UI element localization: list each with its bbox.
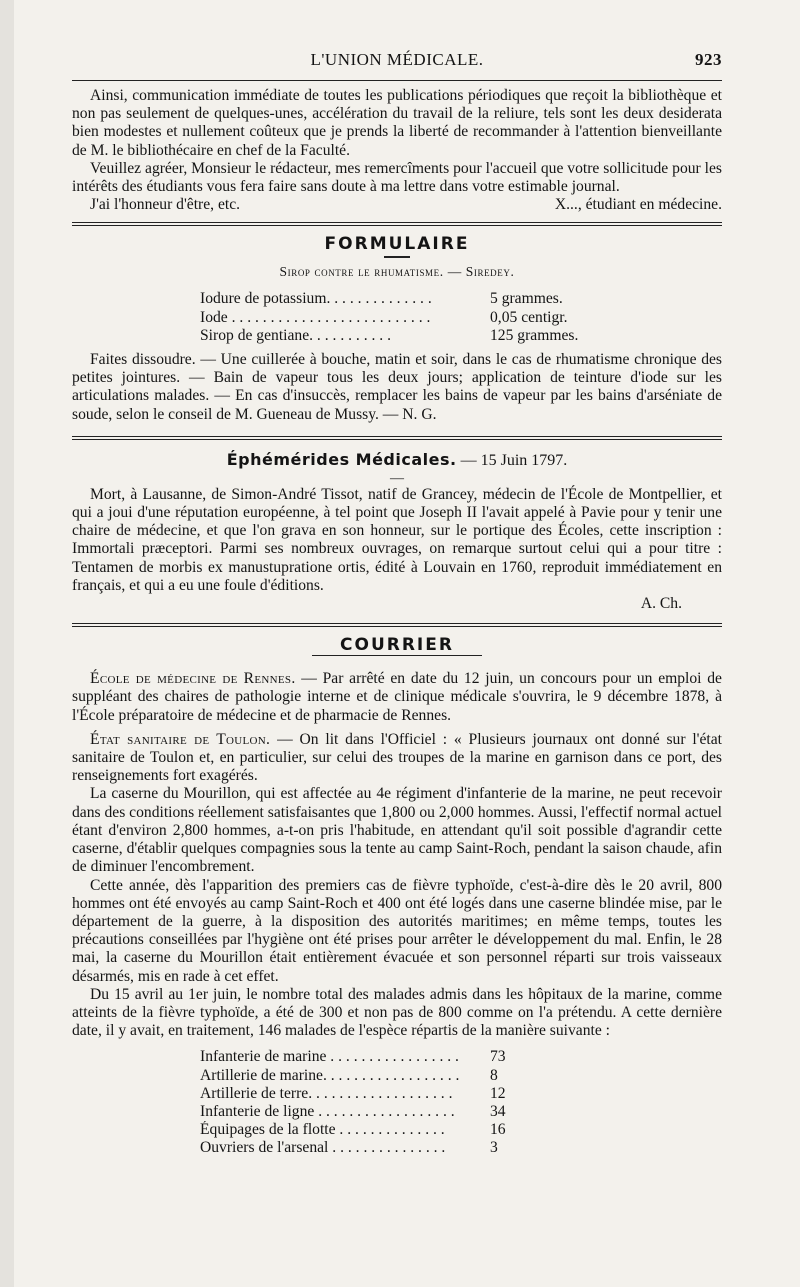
table-row-value: 34 xyxy=(490,1102,506,1120)
page-body xyxy=(72,87,722,1158)
table-row xyxy=(200,1121,530,1139)
ingredient-name: Sirop de gentiane. . . . . . . . . . . xyxy=(200,326,391,344)
section-heading-formulaire: FORMULAIRE xyxy=(324,234,470,255)
table-row-label: Ouvriers de l'arsenal . . . . . . . . . . . . . . . xyxy=(200,1139,446,1157)
section-double-rule xyxy=(72,623,722,627)
header-rule xyxy=(72,80,722,81)
patient-table xyxy=(200,1048,722,1157)
recipe-title: Sirop contre le rhumatisme. — Siredey. xyxy=(279,264,515,280)
letter-closing-row xyxy=(72,196,722,214)
courrier-lead: École de médecine de Rennes. xyxy=(90,670,296,688)
courrier-paragraph: La caserne du Mourillon, qui est affectée au 4e régiment d'infanterie de la marine, ne peut recevoir dans des conditions réellement satisfaisantes que 1,800 ou 2,000 hommes. Aussi, l'effectif normal actuel étant d'environ 2,800 hommes, a-t-on pris l'habitude, en attendant qu'il soit possible d'agrandir cette caserne, d'établir quelques compagnies sous la tente au camp Saint-Roch, pendant la saison chaude, afin de diminuer l'encombrement. xyxy=(72,785,722,876)
ingredient-row xyxy=(200,327,610,345)
courrier-paragraph xyxy=(72,670,722,725)
running-header xyxy=(72,0,722,69)
ephemerides-title: Éphémérides Médicales. xyxy=(226,449,457,469)
table-row-label: Équipages de la flotte . . . . . . . . . . . . . . xyxy=(200,1121,445,1139)
courrier-lead: État sanitaire de Toulon. xyxy=(90,730,271,748)
page-number: 923 xyxy=(695,50,722,69)
journal-title: L'UNION MÉDICALE. xyxy=(310,50,484,69)
ingredient-qty: 0,05 centigr. xyxy=(490,308,568,326)
short-rule xyxy=(384,256,410,258)
page-gutter xyxy=(0,0,14,1287)
table-row xyxy=(200,1048,530,1066)
ingredient-name: Iodure de potassium. . . . . . . . . . . . . . xyxy=(200,290,432,308)
table-row xyxy=(200,1139,530,1157)
section-heading-courrier: COURRIER xyxy=(340,635,454,656)
short-rule xyxy=(312,655,482,656)
courrier-paragraph xyxy=(72,731,722,786)
table-row-label: Artillerie de marine. . . . . . . . . . . . . . . . . . xyxy=(200,1066,460,1084)
ingredient-list xyxy=(200,290,722,345)
letter-signature: X..., étudiant en médecine. xyxy=(554,196,722,214)
ephemerides-date: — 15 Juin 1797. xyxy=(460,451,568,469)
ephemerides-text: Mort, à Lausanne, de Simon-André Tissot, natif de Grancey, médecin de l'École de Montpellier, et qui a joui d'une réputation européenne, à tel point que Joseph II l'avait appelé à Pavie pour y tenir une chaire de médecine, et que l'on grava en son honneur, sur le portique des Écoles, cette inscription : Immortali præceptori. Parmi ses nombreux ouvrages, on remarque surtout celui qui a pour titre : Tentamen de morbis ex manustupratione ortis, édité à Louvain en 1760, reproduit immédiatement en français, et qui a eu une foule d'éditions. xyxy=(72,485,722,594)
courrier-text: — Par arrêté en date du 12 juin, un concours pour un emploi de suppléant des chaires de pathologie interne et de clinique médicale s'ouvrira, le 9 décembre 1878, à l'École préparatoire de médecine et de pharmacie de Rennes. xyxy=(72,670,722,724)
table-row xyxy=(200,1103,530,1121)
table-row-label: Infanterie de marine . . . . . . . . . . . . . . . . . xyxy=(200,1048,459,1066)
courrier-text: — On lit dans l'Officiel : « Plusieurs journaux ont donné sur l'état sanitaire de Toulon et, en particulier, sur celui des troupes de la marine en garnison dans ce port, des renseignements fort exagérés. xyxy=(72,730,722,785)
section-double-rule xyxy=(72,436,722,440)
table-row-value: 16 xyxy=(490,1121,506,1139)
ingredient-row xyxy=(200,290,610,308)
letter-paragraph: Veuillez agréer, Monsieur le rédacteur, mes remercîments pour l'accueil que votre sollicitude pour les intérêts des étudiants vous fera faire sans doute à ma lettre dans votre estimable journal. xyxy=(72,159,722,196)
ingredient-qty: 125 grammes. xyxy=(490,326,579,344)
ingredient-row xyxy=(200,309,610,327)
table-row-label: Infanterie de ligne . . . . . . . . . . . . . . . . . . xyxy=(200,1102,455,1120)
table-row-value: 3 xyxy=(490,1139,498,1157)
letter-paragraph: Ainsi, communication immédiate de toutes les publications périodiques que reçoit la bibliothèque et non pas seulement de quelques-unes, accélération du travail de la reliure, tels sont les deux desiderata bien modestes et nullement coûteux que je prends la liberté de recommander à l'attention bienveillante de M. le bibliothécaire en chef de la Faculté. xyxy=(72,87,722,159)
section-double-rule xyxy=(72,222,722,226)
ingredient-name: Iode . . . . . . . . . . . . . . . . . . . . . . . . . . xyxy=(200,308,431,326)
recipe-instructions: Faites dissoudre. — Une cuillerée à bouche, matin et soir, dans le cas de rhumatisme chronique des petites jointures. — Bain de vapeur tous les deux jours; application de teinture d'iode sur les articulations malades. — En cas d'insuccès, remplacer les bains de vapeur par les bains d'arséniate de soude, selon le conseil de M. Gueneau de Mussy. — N. G. xyxy=(72,351,722,423)
ingredient-qty: 5 grammes. xyxy=(490,290,563,308)
ephemerides-signature: A. Ch. xyxy=(640,595,682,613)
ephemerides-dash: — xyxy=(390,470,404,486)
table-row-label: Artillerie de terre. . . . . . . . . . . . . . . . . . . xyxy=(200,1084,453,1102)
table-row xyxy=(200,1085,530,1103)
table-row-value: 12 xyxy=(490,1084,506,1102)
courrier-paragraph: Cette année, dès l'apparition des premiers cas de fièvre typhoïde, c'est-à-dire dès le 20 avril, 800 hommes ont été envoyés au camp Saint-Roch et 400 ont été logés dans une caserne blindée mise, par le département de la guerre, à la disposition des autorités maritimes; en même temps, toutes les précautions conseillées par l'hygiène ont été prises pour arrêter le développement du mal. Enfin, le 28 mai, la caserne du Mourillon était entièrement évacuée et son personnel réparti sur trois vaisseaux désarmés, mis en rade à cet effet. xyxy=(72,876,722,985)
table-row xyxy=(200,1067,530,1085)
courrier-paragraph: Du 15 avril au 1er juin, le nombre total des malades admis dans les hôpitaux de la marine, comme atteints de la fièvre typhoïde, a été de 300 et non pas de 800 comme on l'a prétendu. A cette dernière date, il y avait, en traitement, 146 malades de l'espèce répartis de la manière suivante : xyxy=(72,985,722,1040)
letter-closing: J'ai l'honneur d'être, etc. xyxy=(90,196,241,214)
table-row-value: 73 xyxy=(490,1048,506,1066)
ephemerides-heading xyxy=(72,450,722,470)
table-row-value: 8 xyxy=(490,1066,498,1084)
